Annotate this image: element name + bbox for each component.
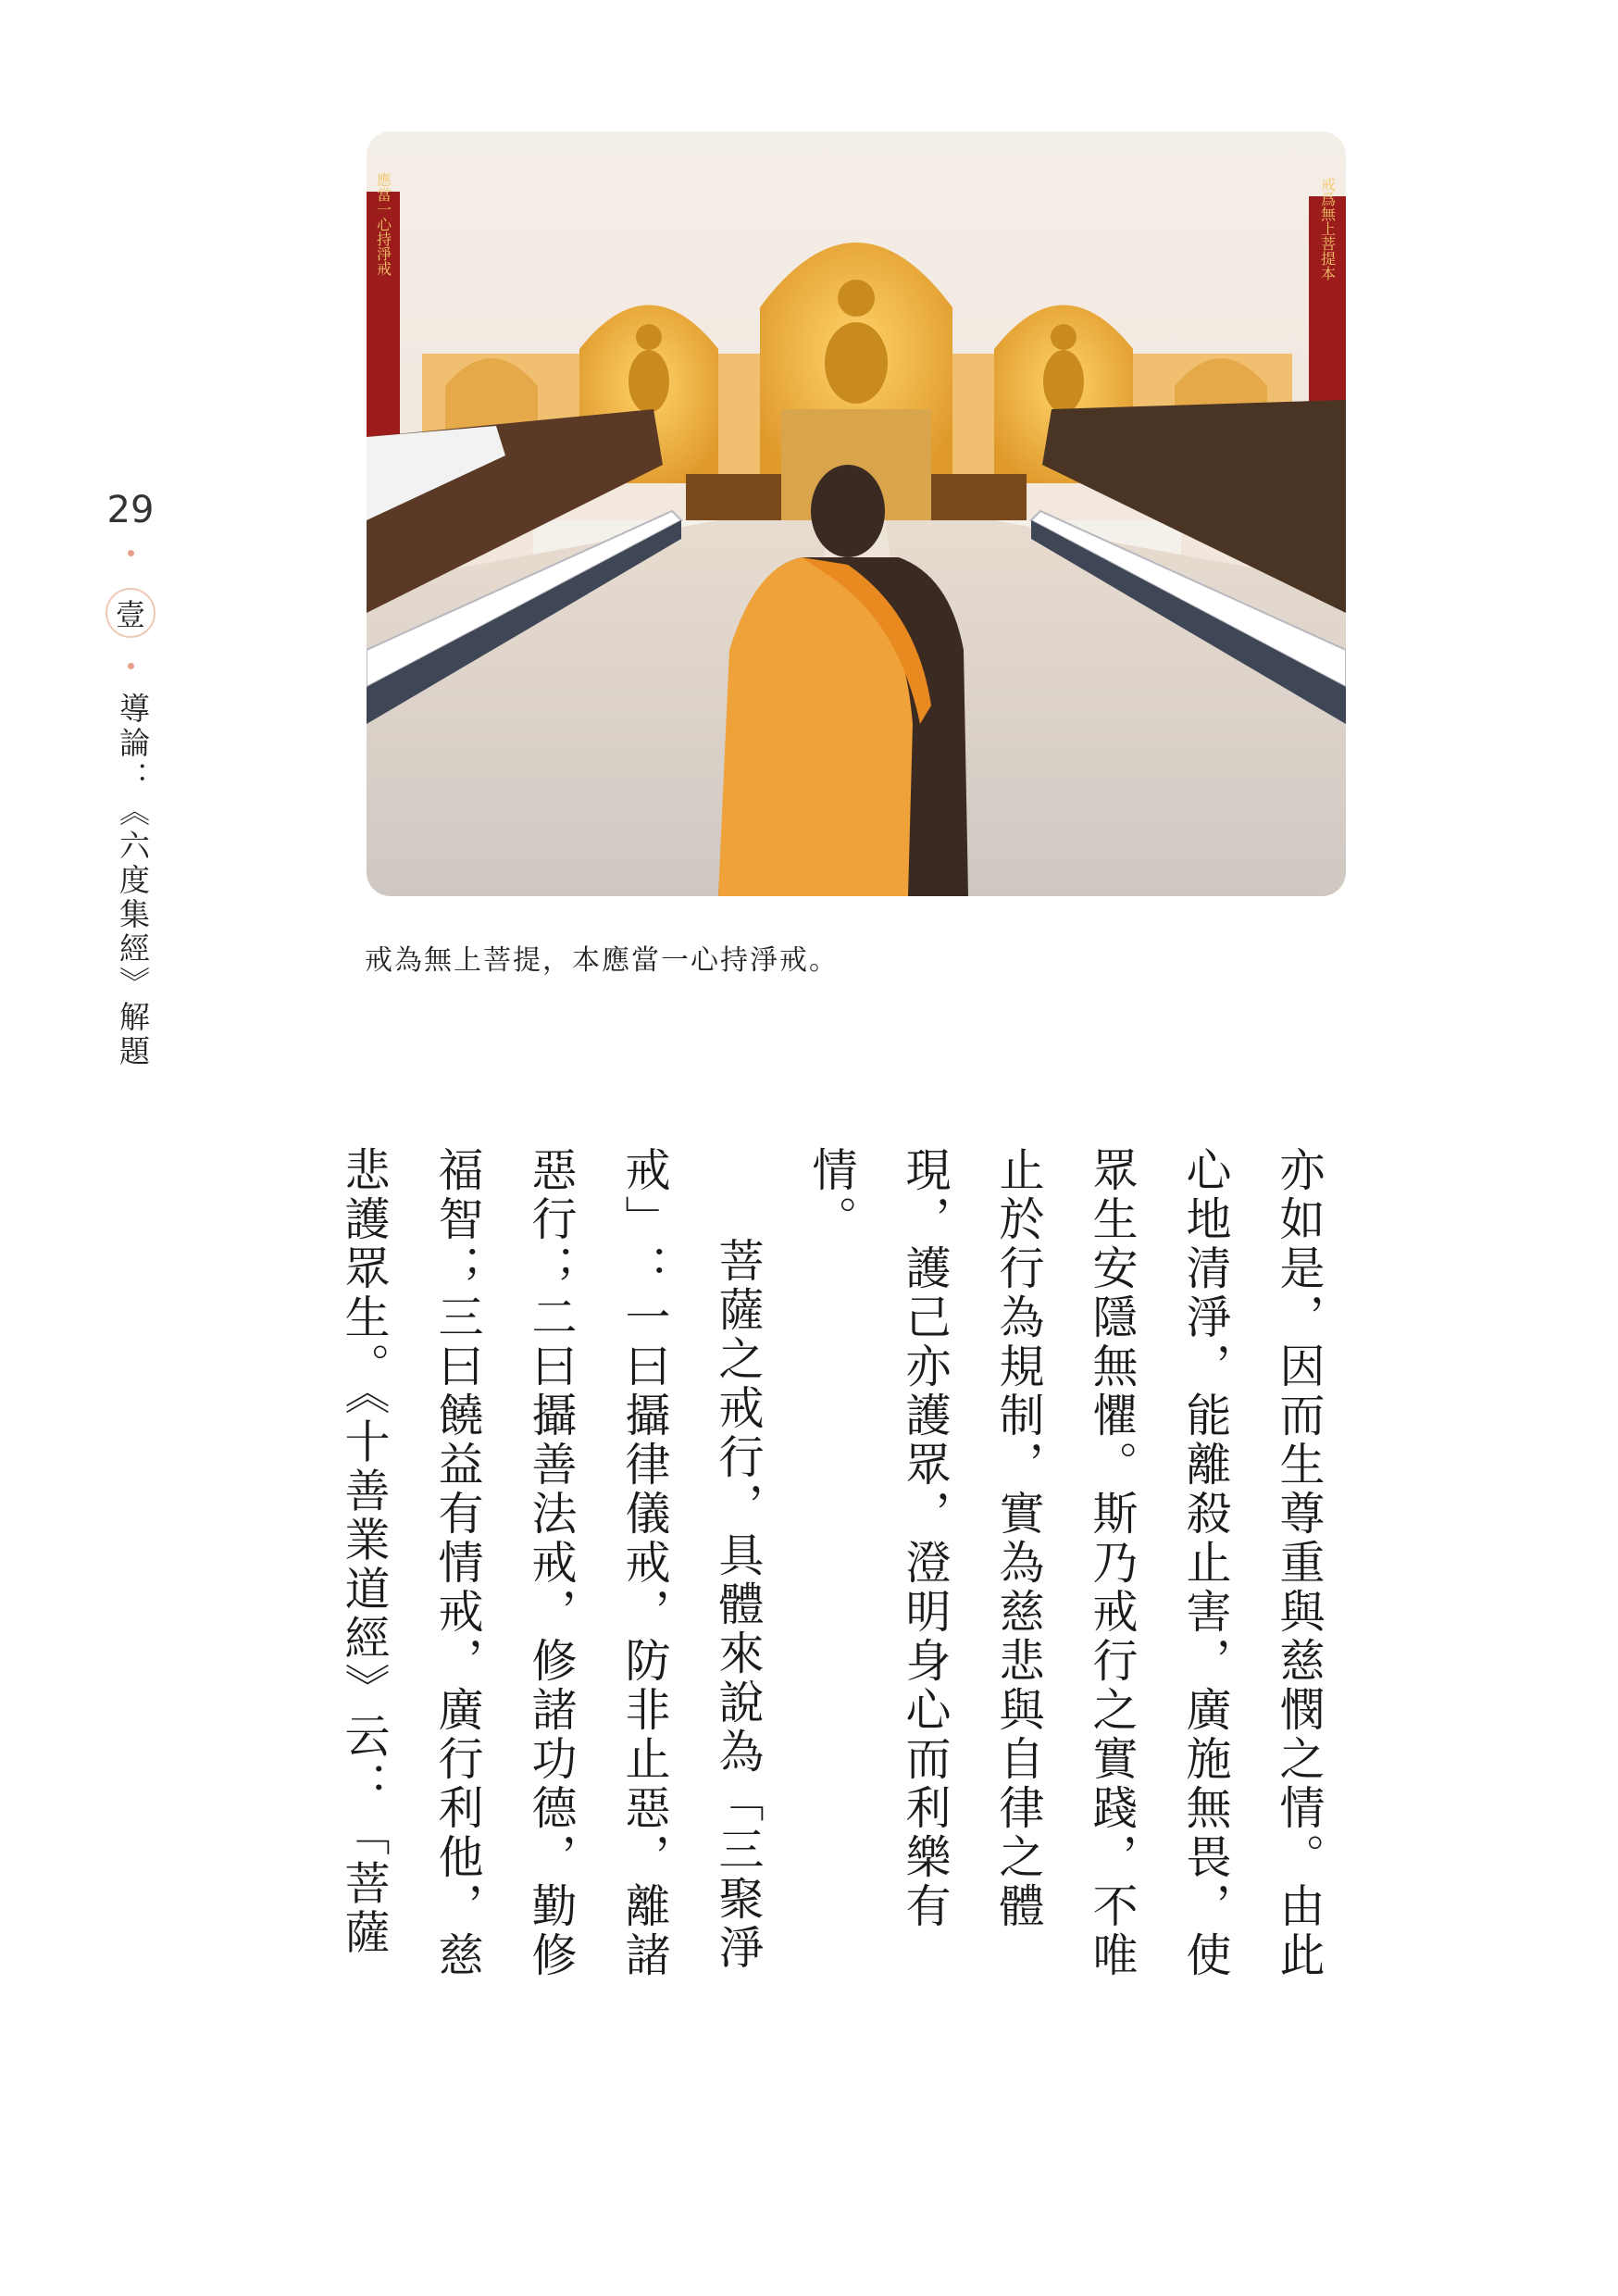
chapter-badge: 壹: [106, 588, 156, 638]
monk-head: [811, 465, 885, 557]
body-paragraph: 亦如是，因而生尊重與慈憫之情。由此心地清淨，能離殺止害，廣施無畏，使眾生安隱無懼。斯乃戒行之實踐，不唯止於行為規制，實為慈悲與自律之體現，護己亦護眾，澄明身心而利樂有情。: [805, 1146, 1326, 1980]
page-number: 29: [106, 489, 155, 531]
temple-photo: [367, 131, 1346, 896]
decorative-dot-bottom: [128, 663, 134, 669]
banner-left-text: 應當一心持淨戒: [374, 172, 392, 276]
running-title: 導論：《六度集經》解題: [115, 693, 151, 1069]
body-text: [338, 1146, 1346, 2016]
photo-caption: 戒為無上菩提，本應當一心持淨戒。: [365, 944, 839, 977]
decorative-dot-top: [128, 550, 134, 556]
body-paragraph: 菩薩之戒行，具體來說為「三聚淨戒」：一曰攝律儀戒，防非止惡，離諸惡行；二曰攝善法戒，修諸功德，勤修福智；三曰饒益有情戒，廣行利他，慈悲護眾生。《十善業道經》云：「菩薩: [338, 1146, 765, 1980]
banner-right-text: 戒爲無上菩提本: [1318, 177, 1337, 281]
